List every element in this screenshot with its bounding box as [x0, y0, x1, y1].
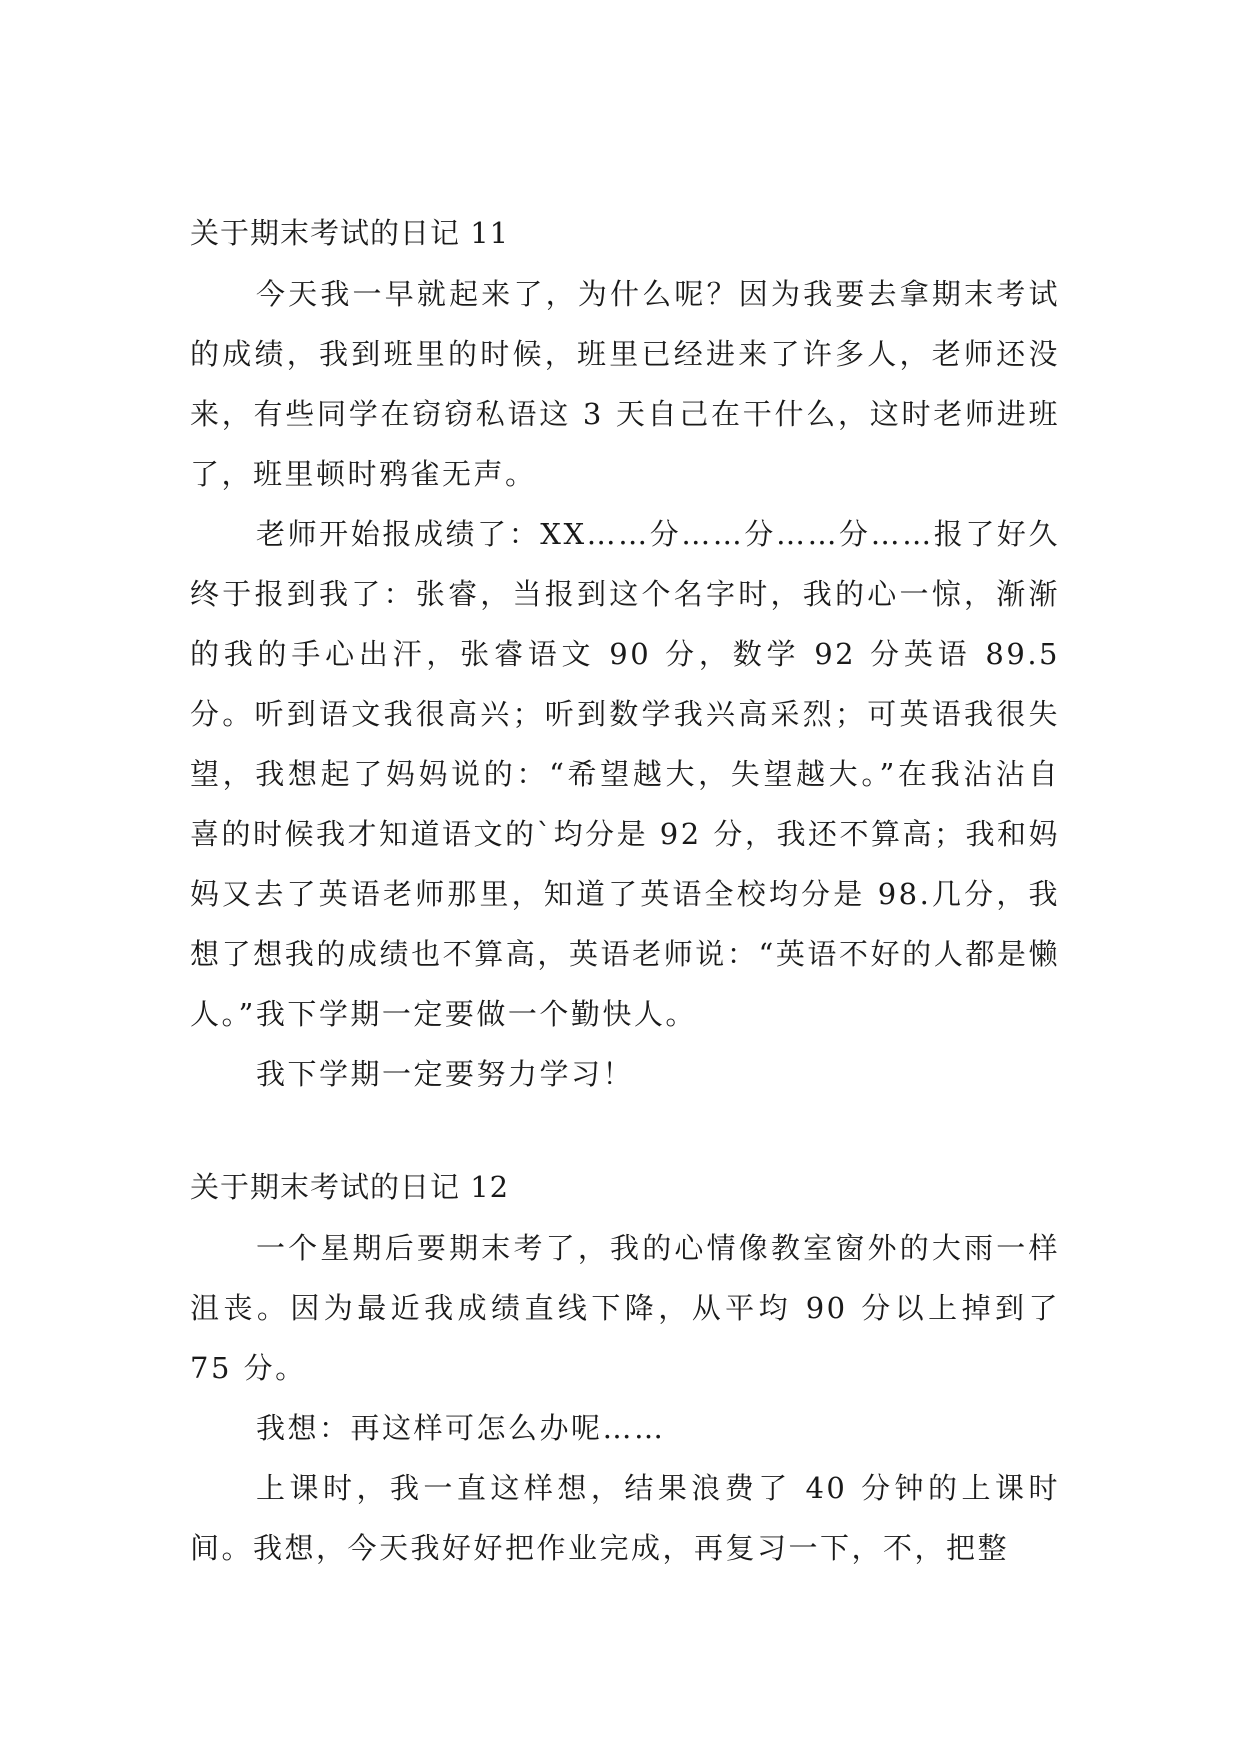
paragraph: 我想：再这样可怎么办呢……: [256, 1411, 666, 1445]
entry-title: 关于期末考试的日记 11: [190, 216, 510, 250]
paragraph: 我下学期一定要努力学习！: [256, 1057, 635, 1091]
paragraph: 今天我一早就起来了，为什么呢？因为我要去拿期末考试的成绩，我到班里的时候，班里已经进来了许多人，老师还没来，有些同学在窃窃私语这 3 天自己在干什么，这时老师进班了，班里顿时鸦雀无声。: [190, 277, 1060, 491]
document-body: [190, 212, 1060, 1578]
diary-entry-12: [190, 1166, 1060, 1578]
paragraph: 老师开始报成绩了：XX……分……分……分……报了好久终于报到我了：张睿，当报到这个名字时，我的心一惊，渐渐的我的手心出汗，张睿语文 90 分，数学 92 分英语 89.5 分。听到语文我很高兴；听到数学我兴高采烈；可英语我很失望，我想起了妈妈说的：“希望越大，失望越大。”在我沾沾自喜的时候我才知道语文的`均分是 92 分，我还不算高；我和妈妈又去了英语老师那里，知道了英语全校均分是 98.几分，我想了想我的成绩也不算高，英语老师说：“英语不好的人都是懒人。”我下学期一定要做一个勤快人。: [190, 517, 1060, 1031]
diary-entry-11: [190, 212, 1060, 1104]
entry-title: 关于期末考试的日记 12: [190, 1170, 510, 1204]
paragraph: 一个星期后要期末考了，我的心情像教室窗外的大雨一样沮丧。因为最近我成绩直线下降，从平均 90 分以上掉到了 75 分。: [190, 1231, 1060, 1385]
paragraph: 上课时，我一直这样想，结果浪费了 40 分钟的上课时间。我想，今天我好好把作业完成，再复习一下，不，把整: [190, 1471, 1060, 1565]
